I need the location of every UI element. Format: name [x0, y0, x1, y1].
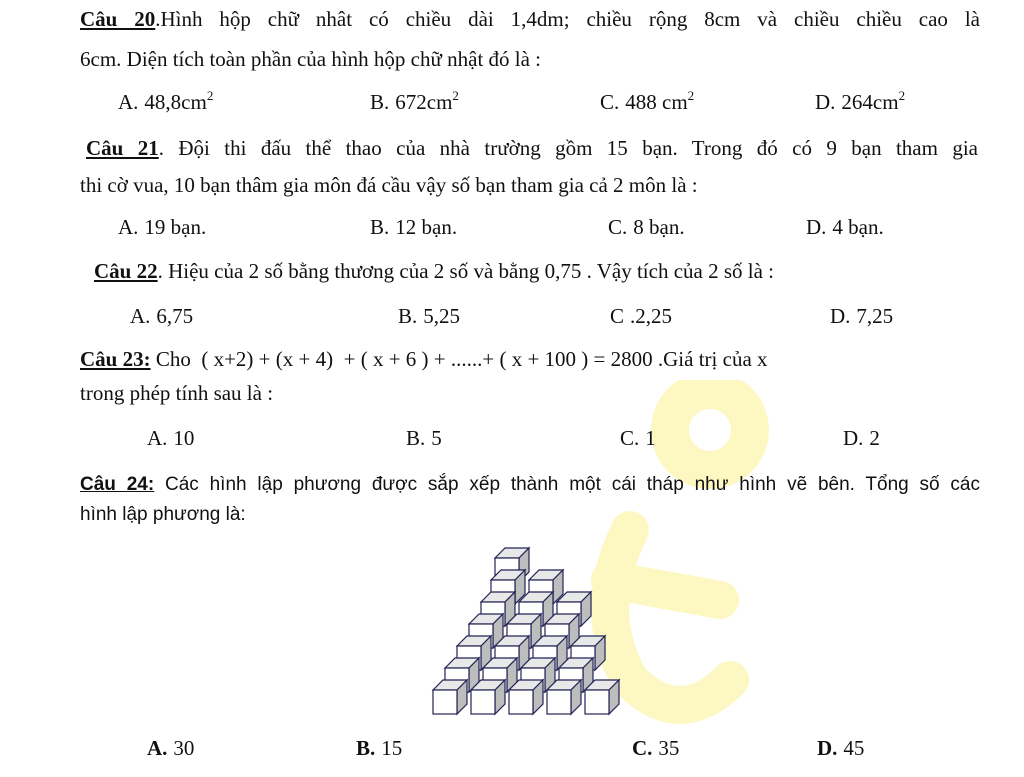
question-text-line2: trong phép tính sau là :	[80, 381, 274, 405]
question-20	[80, 4, 980, 74]
question-21	[86, 133, 978, 163]
question-23	[80, 344, 980, 408]
option-b: B. 15	[356, 736, 403, 760]
option-b: B. 5,25	[398, 304, 461, 328]
option-d: D. 45	[817, 736, 865, 760]
option-c: C .2,25	[610, 304, 673, 328]
cube	[585, 680, 619, 714]
cube-pyramid-figure	[425, 530, 640, 725]
question-text-line2: hình lập phương là:	[80, 504, 246, 525]
option-c: C. 488 $cm^2$	[600, 88, 695, 114]
question-text-line1: .Hình hộp chữ nhât có chiều dài 1,4dm; chiều rộng 8cm và chiều chiều cao là	[155, 7, 980, 31]
question-number: Câu 24:	[80, 474, 155, 495]
option-d: D. 7,25	[830, 304, 894, 328]
question-22	[94, 256, 994, 286]
option-b: B. 5	[406, 426, 442, 450]
question-number: Câu 23:	[80, 347, 151, 371]
cube	[433, 680, 467, 714]
question-21-line2	[80, 170, 980, 200]
option-b: B. $672cm^2$	[370, 88, 459, 114]
question-number: Câu 21	[86, 136, 159, 160]
question-text-line1: Cho ( x+2) + (x + 4) + ( x + 6 ) + ......+ ( x + 100 ) = 2800 .Giá trị của x	[150, 347, 768, 371]
cube	[547, 680, 581, 714]
cube	[509, 680, 543, 714]
question-text-line2: 6cm. Diện tích toàn phần của hình hộp chữ nhật đó là :	[80, 47, 542, 71]
option-c: C. 1	[620, 426, 656, 450]
option-a: A. 30	[147, 736, 195, 760]
question-24	[80, 470, 980, 530]
option-a: A. 6,75	[130, 304, 194, 328]
question-number: Câu 22	[94, 259, 158, 283]
question-text-line1: Các hình lập phương được sắp xếp thành một cái tháp như hình vẽ bên. Tổng số các	[154, 474, 980, 495]
question-text-line1: . Hiệu của 2 số bằng thương của 2 số và bằng 0,75 . Vậy tích của 2 số là :	[157, 259, 774, 283]
option-c: C. 8 bạn.	[608, 215, 685, 239]
question-text-line2: thi cờ vua, 10 bạn thâm gia môn đá cầu vậy số bạn tham gia cả 2 môn là :	[80, 173, 698, 197]
option-c: C. 35	[632, 736, 680, 760]
option-a: A. 10	[147, 426, 195, 450]
option-a: A. $48,8cm^2$	[118, 88, 214, 114]
option-d: D. 2	[843, 426, 880, 450]
option-d: D. $264cm^2$	[815, 88, 906, 114]
option-d: D. 4 bạn.	[806, 215, 884, 239]
option-a: A. 19 bạn.	[118, 215, 207, 239]
question-text-line1: . Đội thi đấu thể thao của nhà trường gồm 15 bạn. Trong đó có 9 bạn tham gia	[158, 136, 978, 160]
option-b: B. 12 bạn.	[370, 215, 458, 239]
cube	[471, 680, 505, 714]
question-number: Câu 20	[80, 7, 156, 31]
